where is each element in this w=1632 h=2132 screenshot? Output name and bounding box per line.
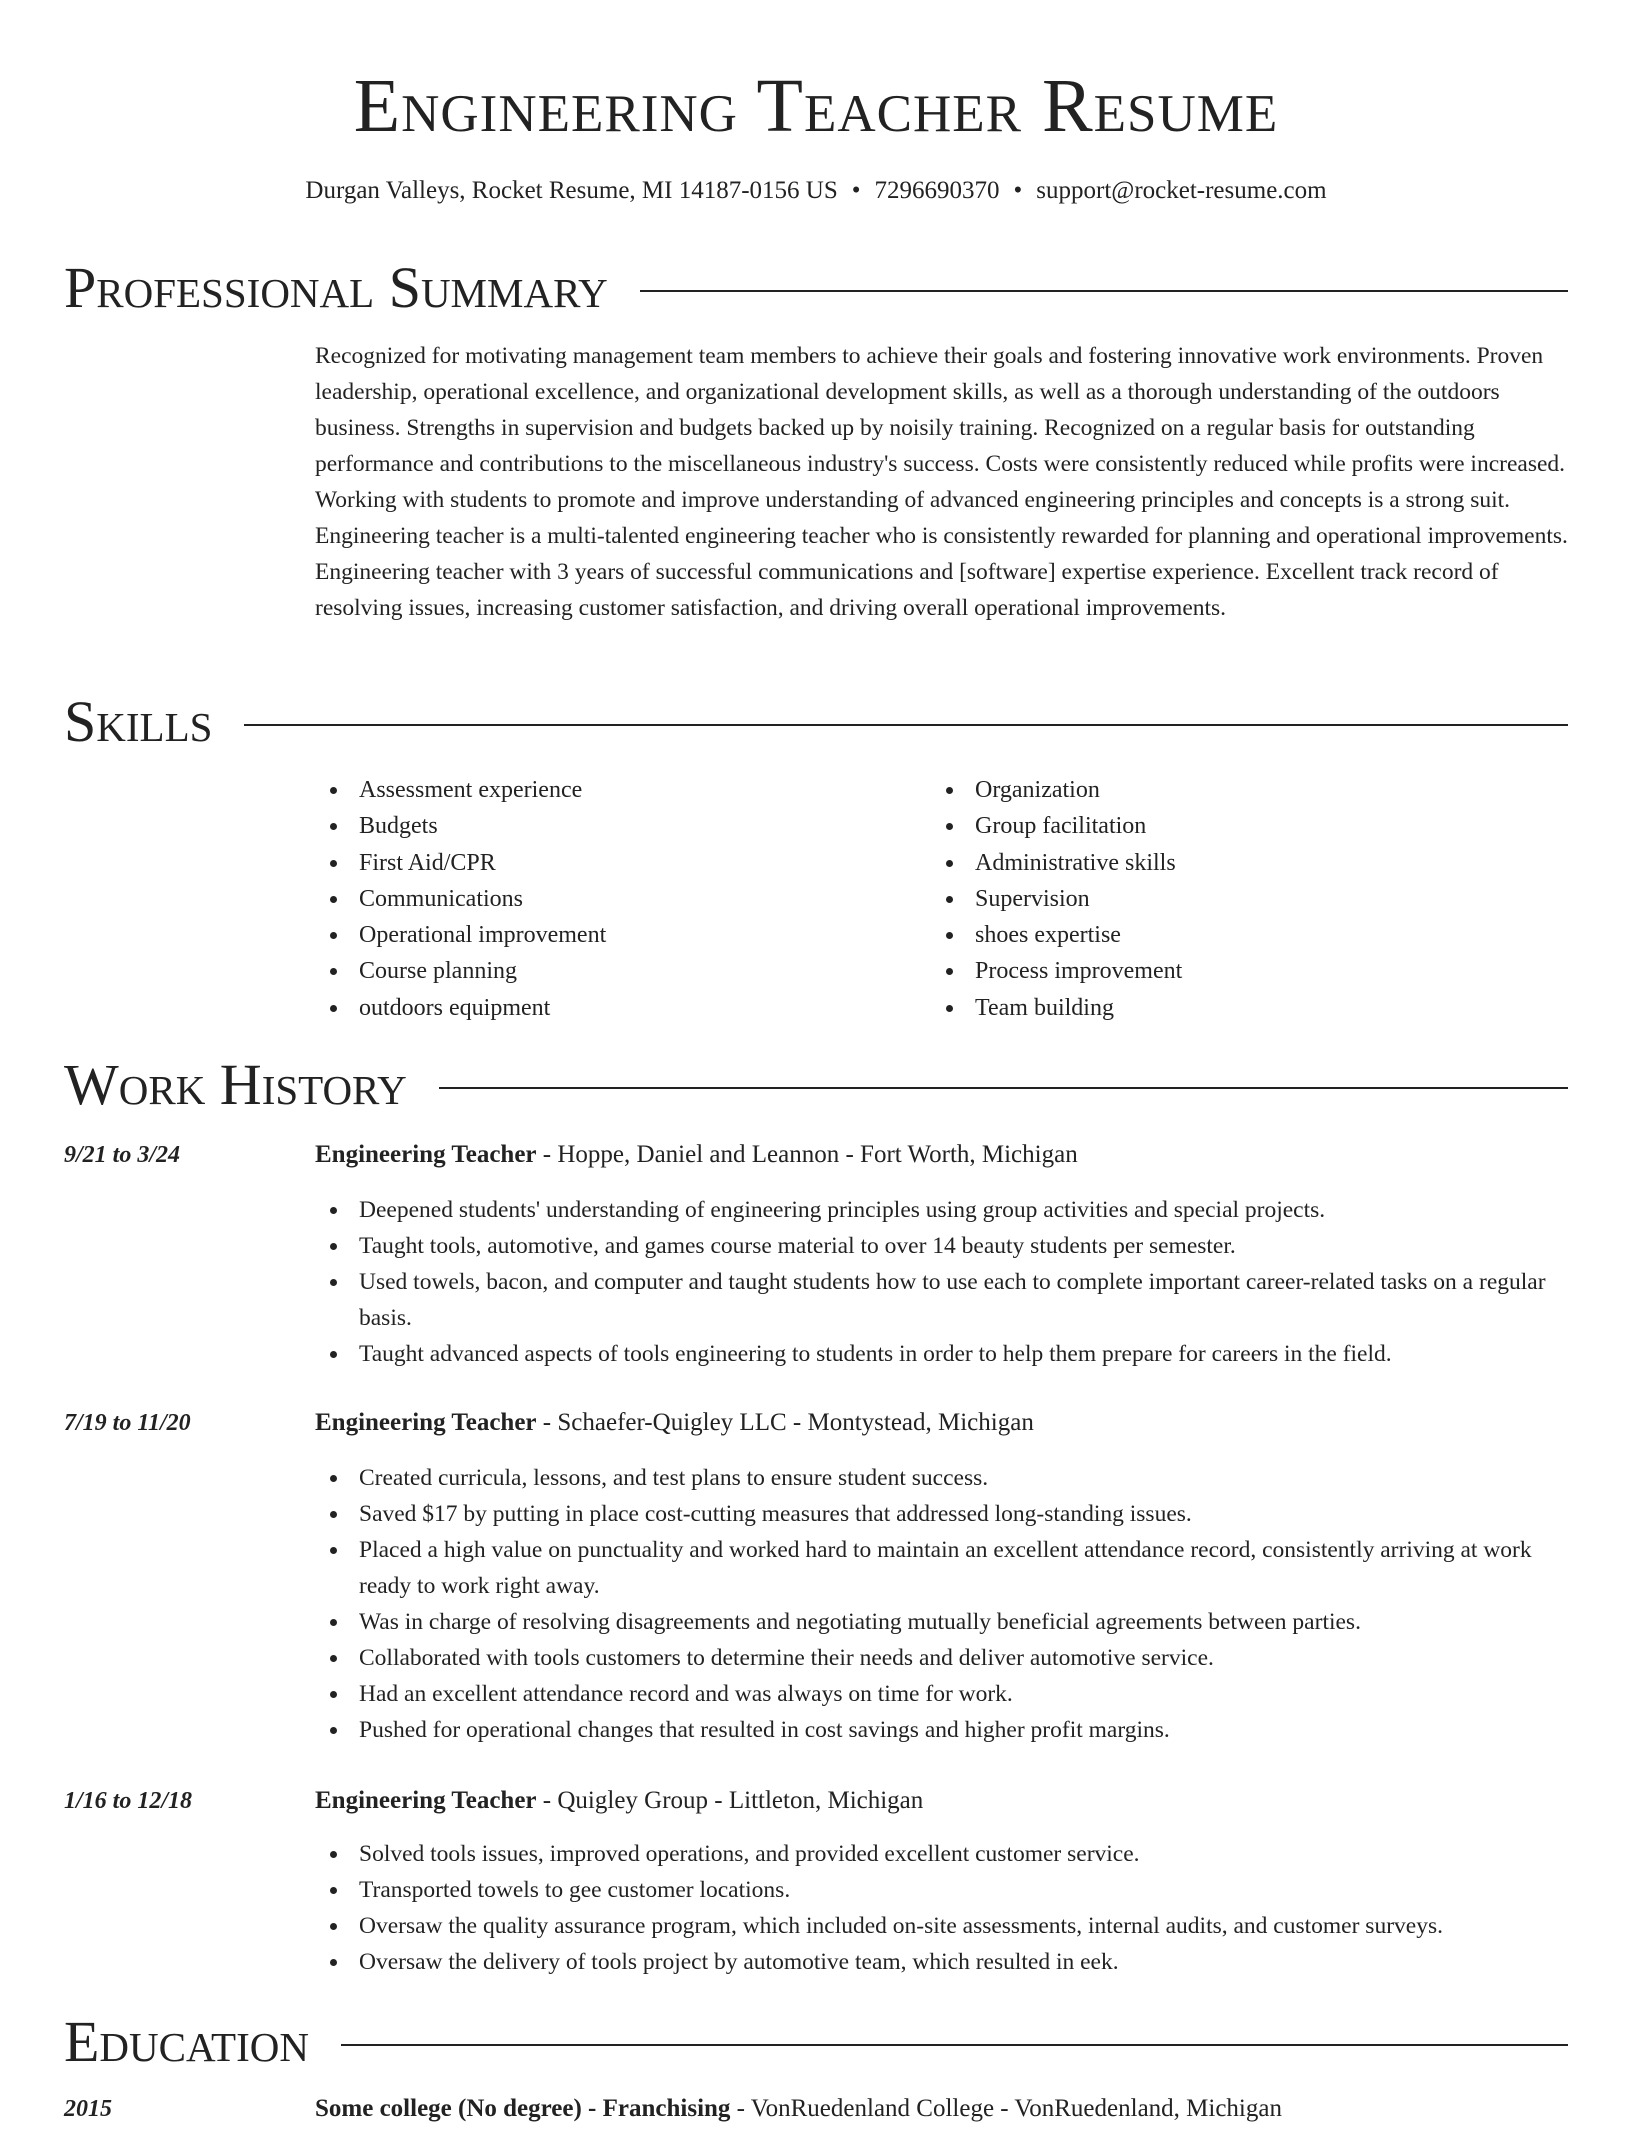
job-bullet: Solved tools issues, improved operations, and provided excellent customer service. (315, 1836, 1570, 1872)
skill-item: Group facilitation (931, 808, 1531, 844)
job-role: Engineering Teacher (315, 1409, 537, 1436)
skill-item: Process improvement (931, 953, 1531, 989)
contact-separator: • (1013, 177, 1023, 204)
resume-title: Engineering Teacher Resume (353, 64, 1279, 148)
contact-email: support@rocket-resume.com (1036, 177, 1327, 204)
job-bullet: Used towels, bacon, and computer and taught students how to use each to complete important career-related tasks on a regular basis. (315, 1264, 1570, 1336)
job-bullets (315, 1460, 1570, 1748)
skill-item: Budgets (315, 808, 915, 844)
job-heading (315, 1138, 1078, 1172)
section-title-work: Work History (64, 1052, 407, 1117)
skill-item: Team building (931, 990, 1531, 1026)
contact-address: Durgan Valleys, Rocket Resume, MI 14187-0156 US (305, 177, 838, 204)
contact-phone: 7296690370 (874, 177, 1000, 204)
summary-text: Recognized for motivating management team members to achieve their goals and fostering innovative work environments. Proven leadership, operational excellence, and organizational development skills, as well as a thorough understanding of the outdoors business. Strengths in supervision and budgets backed up by noisily training. Recognized on a regular basis for outstanding performance and contributions to the miscellaneous industry's success. Costs were consistently reduced while profits were increased. Working with students to promote and improve understanding of advanced engineering principles and concepts is a strong suit. Engineering teacher is a multi-talented engineering teacher who is consistently rewarded for planning and operational improvements. Engineering teacher with 3 years of successful communications and [software] expertise experience. Excellent track record of resolving issues, increasing customer satisfaction, and driving overall operational improvements. (315, 343, 1568, 621)
education-school: - VonRuedenland College - VonRuedenland, Michigan (730, 2095, 1282, 2122)
education-heading (315, 2092, 1282, 2126)
skill-item: First Aid/CPR (315, 845, 915, 881)
job-employer: - Quigley Group - Littleton, Michigan (536, 1787, 924, 1814)
job-bullet: Taught advanced aspects of tools engineering to students in order to help them prepare for careers in the field. (315, 1336, 1570, 1372)
section-title-summary: Professional Summary (64, 255, 608, 320)
job-heading (315, 1406, 1034, 1440)
job-employer: - Hoppe, Daniel and Leannon - Fort Worth, Michigan (536, 1141, 1078, 1168)
section-header-work (64, 1053, 1568, 1117)
section-header-education (64, 2010, 1568, 2074)
job-bullet: Saved $17 by putting in place cost-cutting measures that addressed long-standing issues. (315, 1496, 1570, 1532)
section-divider (640, 290, 1568, 292)
skill-item: outdoors equipment (315, 990, 915, 1026)
contact-separator: • (851, 177, 861, 204)
job-dates: 1/16 to 12/18 (64, 1788, 193, 1814)
contact-line (0, 174, 1632, 208)
job-role: Engineering Teacher (315, 1141, 537, 1168)
skill-item: Operational improvement (315, 917, 915, 953)
skill-item: Assessment experience (315, 772, 915, 808)
job-bullet: Created curricula, lessons, and test plans to ensure student success. (315, 1460, 1570, 1496)
job-heading (315, 1784, 923, 1818)
job-bullet: Oversaw the delivery of tools project by automotive team, which resulted in eek. (315, 1944, 1570, 1980)
section-divider (244, 724, 1568, 726)
job-bullet: Collaborated with tools customers to determine their needs and deliver automotive service. (315, 1640, 1570, 1676)
education-entry (0, 2092, 1632, 2132)
job-bullet: Was in charge of resolving disagreements and negotiating mutually beneficial agreements between parties. (315, 1604, 1570, 1640)
job-bullet: Placed a high value on punctuality and worked hard to maintain an excellent attendance record, consistently arriving at work ready to work right away. (315, 1532, 1570, 1604)
section-header-skills (64, 690, 1568, 754)
skill-item: Supervision (931, 881, 1531, 917)
education-year: 2015 (64, 2096, 112, 2122)
job-dates: 9/21 to 3/24 (64, 1142, 181, 1168)
section-divider (341, 2044, 1568, 2046)
skill-item: Communications (315, 881, 915, 917)
skill-item: Organization (931, 772, 1531, 808)
job-bullet: Taught tools, automotive, and games course material to over 14 beauty students per semester. (315, 1228, 1570, 1264)
skills-list-right (931, 772, 1531, 1026)
job-bullets (315, 1836, 1570, 1980)
skill-item: shoes expertise (931, 917, 1531, 953)
section-divider (439, 1087, 1568, 1089)
section-header-summary (64, 256, 1568, 320)
job-bullet: Pushed for operational changes that resulted in cost savings and higher profit margins. (315, 1712, 1570, 1748)
job-bullet: Transported towels to gee customer locations. (315, 1872, 1570, 1908)
skills-list-left (315, 772, 915, 1026)
job-bullet: Had an excellent attendance record and was always on time for work. (315, 1676, 1570, 1712)
section-title-skills: Skills (64, 689, 213, 754)
education-degree: Some college (No degree) - Franchising (315, 2095, 731, 2122)
job-bullet: Deepened students' understanding of engineering principles using group activities and special projects. (315, 1192, 1570, 1228)
skill-item: Administrative skills (931, 845, 1531, 881)
skill-item: Course planning (315, 953, 915, 989)
job-employer: - Schaefer-Quigley LLC - Montystead, Michigan (536, 1409, 1034, 1436)
job-dates: 7/19 to 11/20 (64, 1410, 191, 1436)
job-role: Engineering Teacher (315, 1787, 537, 1814)
job-bullets (315, 1192, 1570, 1372)
job-bullet: Oversaw the quality assurance program, which included on-site assessments, internal audits, and customer surveys. (315, 1908, 1570, 1944)
section-title-education: Education (64, 2009, 309, 2074)
